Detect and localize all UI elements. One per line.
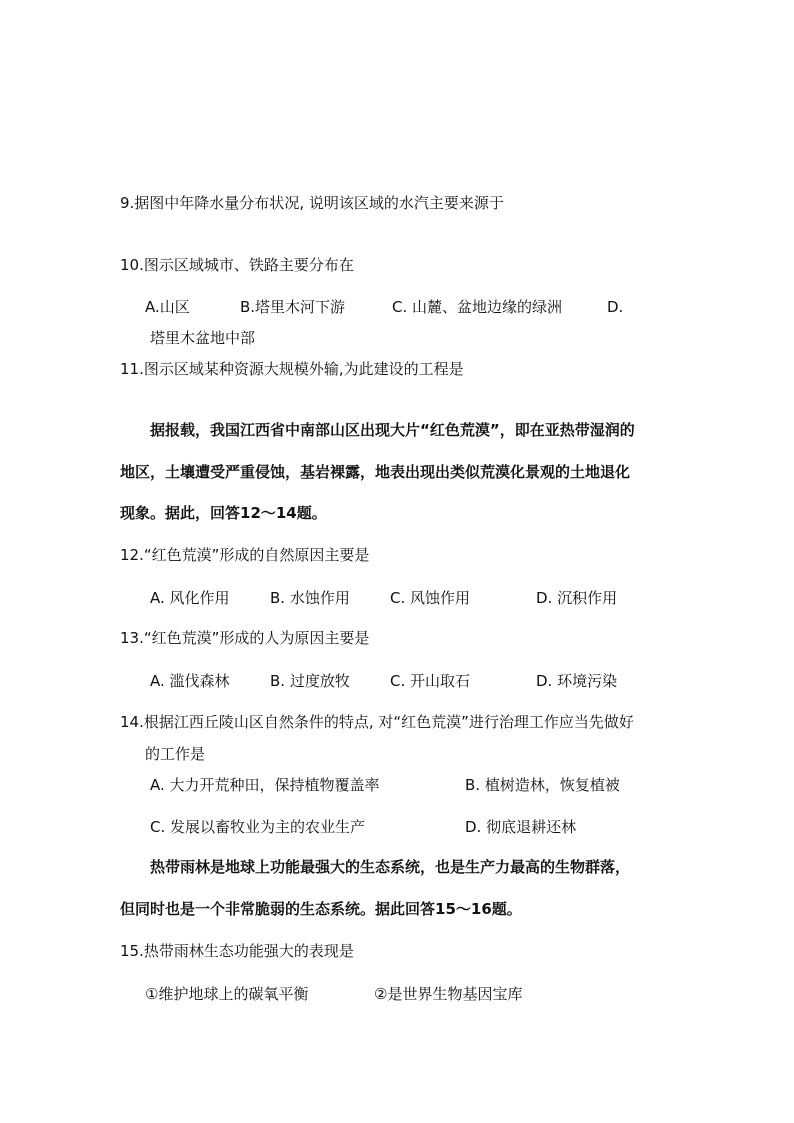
q13-option-b: B. 过度放牧 bbox=[270, 672, 350, 690]
q14-option-c: C. 发展以畜牧业为主的农业生产 bbox=[150, 818, 366, 836]
q12-option-a: A. 风化作用 bbox=[150, 589, 230, 607]
passage-2-line-1: 热带雨林是地球上功能最强大的生态系统，也是生产力最高的生物群落， bbox=[150, 858, 631, 876]
q13-option-c: C. 开山取石 bbox=[390, 672, 471, 690]
q14-option-d: D. 彻底退耕还林 bbox=[465, 818, 577, 836]
passage-1-line-3: 现象。据此，回答12～14题。 bbox=[120, 504, 327, 522]
q14-option-a: A. 大力开荒种田，保持植物覆盖率 bbox=[150, 776, 380, 794]
question-13: 13.“红色荒漠”形成的人为原因主要是 bbox=[120, 629, 370, 647]
q13-option-a: A. 滥伐森林 bbox=[150, 672, 230, 690]
q10-option-d-text: 塔里木盆地中部 bbox=[150, 329, 256, 347]
question-14-cont: 的工作是 bbox=[145, 745, 206, 763]
q10-option-c: C. 山麓、盆地边缘的绿洲 bbox=[392, 298, 563, 316]
q10-option-a: A.山区 bbox=[145, 298, 190, 316]
passage-2-line-2: 但同时也是一个非常脆弱的生态系统。据此回答15～16题。 bbox=[120, 900, 522, 918]
q15-option-1: ①维护地球上的碳氧平衡 bbox=[145, 985, 309, 1003]
question-11: 11.图示区域某种资源大规模外输,为此建设的工程是 bbox=[120, 360, 464, 378]
question-14: 14.根据江西丘陵山区自然条件的特点, 对“红色荒漠”进行治理工作应当先做好 bbox=[120, 713, 634, 731]
q13-option-d: D. 环境污染 bbox=[536, 672, 618, 690]
q14-option-b: B. 植树造林，恢复植被 bbox=[465, 776, 620, 794]
q12-option-c: C. 风蚀作用 bbox=[390, 589, 471, 607]
q12-option-d: D. 沉积作用 bbox=[536, 589, 618, 607]
passage-1-line-2: 地区，土壤遭受严重侵蚀，基岩裸露，地表出现出类似荒漠化景观的土地退化 bbox=[120, 463, 631, 481]
passage-1-line-1: 据报载，我国江西省中南部山区出现大片“红色荒漠”，即在亚热带湿润的 bbox=[150, 421, 635, 439]
q12-option-b: B. 水蚀作用 bbox=[270, 589, 350, 607]
q10-option-d: D. bbox=[607, 298, 624, 316]
question-15: 15.热带雨林生态功能强大的表现是 bbox=[120, 942, 354, 960]
q10-option-b: B.塔里木河下游 bbox=[240, 298, 346, 316]
question-10: 10.图示区域城市、铁路主要分布在 bbox=[120, 256, 354, 274]
question-9: 9.据图中年降水量分布状况, 说明该区域的水汽主要来源于 bbox=[120, 194, 504, 212]
question-12: 12.“红色荒漠”形成的自然原因主要是 bbox=[120, 546, 370, 564]
q15-option-2: ②是世界生物基因宝库 bbox=[374, 985, 523, 1003]
